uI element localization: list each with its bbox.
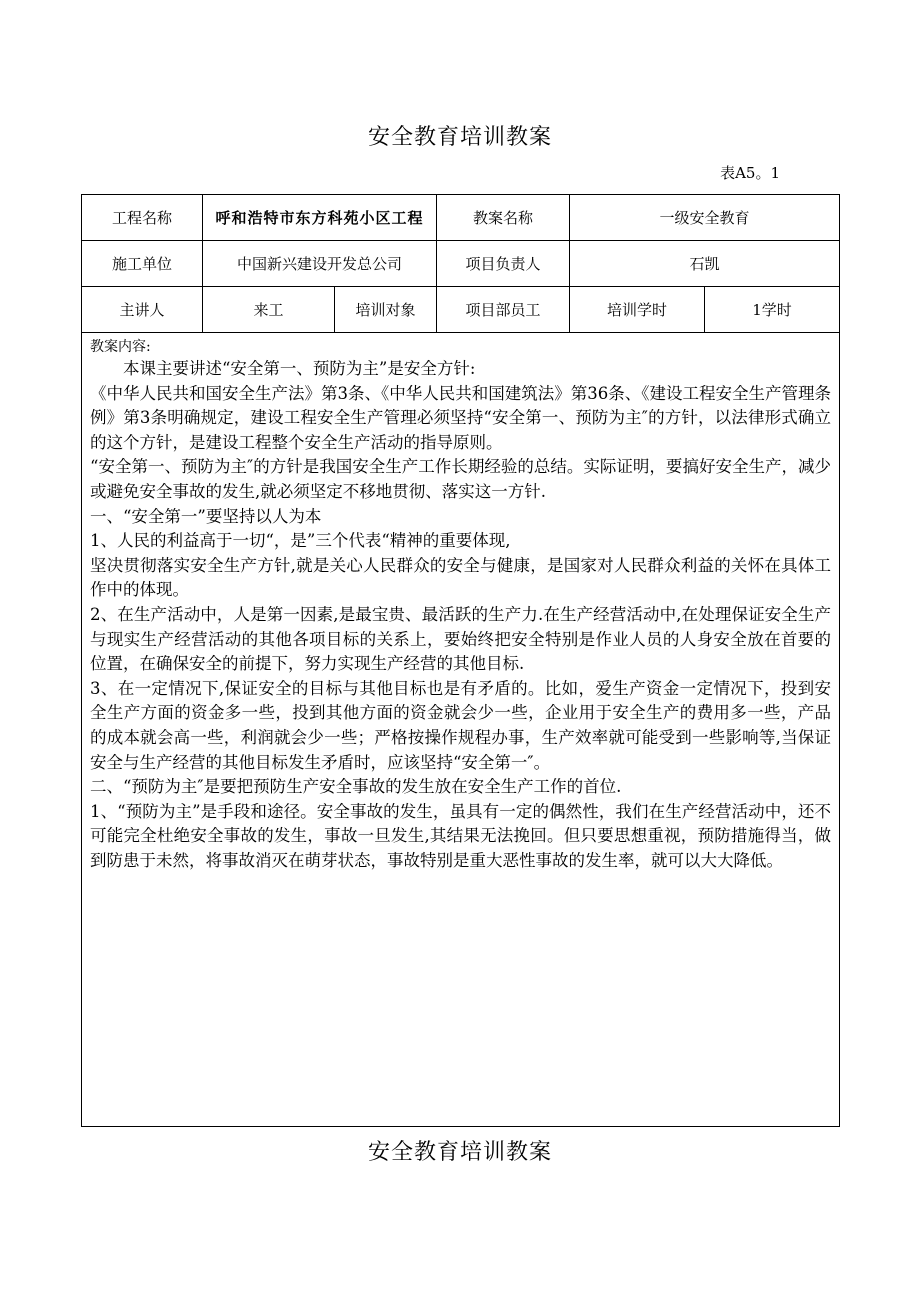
content-heading: 教案内容: bbox=[90, 339, 151, 355]
project-leader-label: 项目负责人 bbox=[437, 241, 570, 287]
training-target-label: 培训对象 bbox=[335, 287, 437, 333]
content-paragraph: 二、“预防为主″是要把预防生产安全事故的发生放在安全生产工作的首位. bbox=[90, 777, 622, 797]
footer-title: 安全教育培训教案 bbox=[367, 1140, 552, 1165]
speaker-label: 主讲人 bbox=[82, 287, 203, 333]
training-hours-value: 1学时 bbox=[705, 287, 840, 333]
construction-unit-label: 施工单位 bbox=[82, 241, 203, 287]
content-paragraph: 坚决贯彻落实安全生产方针,就是关心人民群众的安全与健康，是国家对人民群众利益的关怀在具体工作中的体现。 bbox=[90, 555, 832, 600]
plan-name-value: 一级安全教育 bbox=[570, 195, 840, 241]
form-number: 表A5。1 bbox=[720, 164, 780, 182]
training-target-value: 项目部员工 bbox=[437, 287, 570, 333]
project-name-label: 工程名称 bbox=[82, 195, 203, 241]
plan-name-label: 教案名称 bbox=[437, 195, 570, 241]
page-title: 安全教育培训教案 bbox=[367, 125, 552, 150]
plan-content-cell bbox=[82, 333, 840, 1127]
table-row bbox=[82, 287, 840, 333]
content-paragraph: 1、人民的利益高于一切“，是”三个代表“精神的重要体现, bbox=[90, 531, 511, 551]
training-plan-table bbox=[81, 194, 840, 1127]
speaker-value: 来工 bbox=[203, 287, 335, 333]
content-paragraph: 《中华人民共和国安全生产法》第3条、《中华人民共和国建筑法》第36条、《建设工程安全生产管理条例》第3条明确规定，建设工程安全生产管理必须坚持“安全第一、预防为主″的方针，以法律形式确立的这个方针，是建设工程整个安全生产活动的指导原则。 bbox=[90, 383, 832, 452]
training-hours-label: 培训学时 bbox=[570, 287, 705, 333]
table-row bbox=[82, 195, 840, 241]
project-leader-value: 石凯 bbox=[570, 241, 840, 287]
content-paragraph: 1、“预防为主”是手段和途径。安全事故的发生，虽具有一定的偶然性，我们在生产经营活动中，还不可能完全杜绝安全事故的发生，事故一旦发生,其结果无法挽回。但只要思想重视，预防措施得当，做到防患于未然，将事故消灭在萌芽状态，事故特别是重大恶性事故的发生率，就可以大大降低。 bbox=[90, 801, 832, 870]
table-row bbox=[82, 241, 840, 287]
content-paragraph: 3、在一定情况下,保证安全的目标与其他目标也是有矛盾的。比如，爱生产资金一定情况下，投到安全生产方面的资金多一些，投到其他方面的资金就会少一些，企业用于安全生产的费用多一些，产品的成本就会高一些，利润就会少一些；严格按操作规程办事，生产效率就可能受到一些影响等,当保证安全与生产经营的其他目标发生矛盾时，应该坚持“安全第一″。 bbox=[90, 678, 832, 772]
content-paragraph: 本课主要讲述“安全第一、预防为主”是安全方针: bbox=[123, 359, 476, 378]
content-row bbox=[82, 333, 840, 1127]
construction-unit-value: 中国新兴建设开发总公司 bbox=[203, 241, 437, 287]
content-paragraph: 一、“安全第一”要坚持以人为本 bbox=[90, 506, 322, 526]
content-paragraph: 2、在生产活动中，人是第一因素,是最宝贵、最活跃的生产力.在生产经营活动中,在处理保证安全生产与现实生产经营活动的其他各项目标的关系上，要始终把安全特别是作业人员的人身安全放在首要的位置，在确保安全的前提下，努力实现生产经营的其他目标. bbox=[90, 604, 832, 674]
content-paragraph: “安全第一、预防为主″的方针是我国安全生产工作长期经验的总结。实际证明，要搞好安全生产，减少或避免安全事故的发生,就必须坚定不移地贯彻、落实这一方针. bbox=[90, 457, 832, 501]
project-name-value: 呼和浩特市东方科苑小区工程 bbox=[203, 195, 437, 241]
